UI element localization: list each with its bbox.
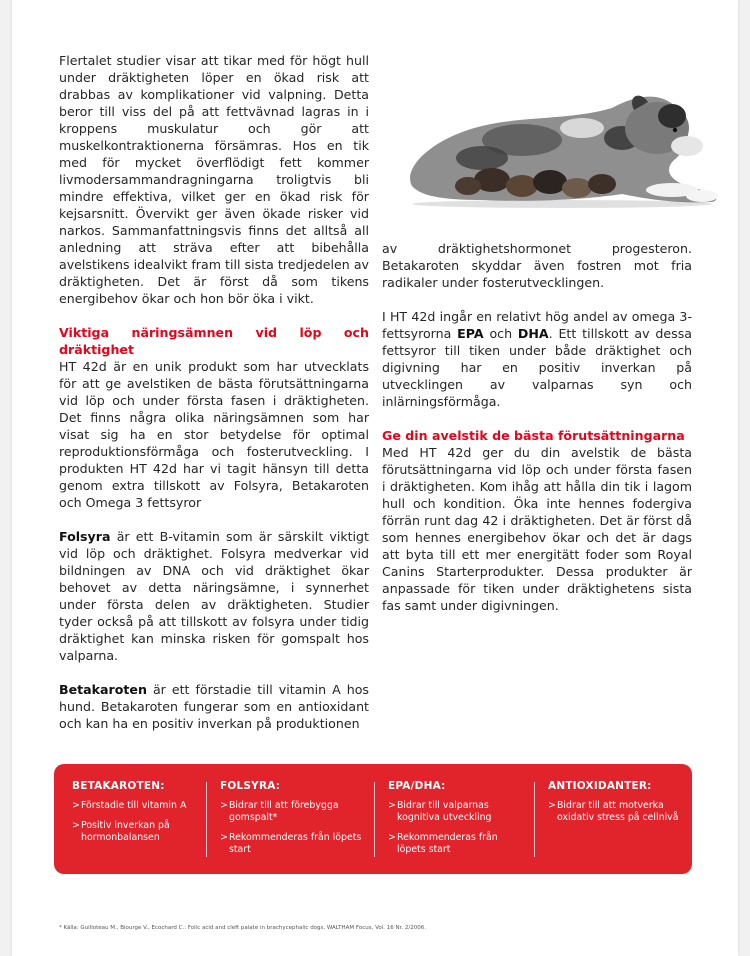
banner-column-epa-dha [388, 780, 528, 864]
banner-item [388, 800, 528, 824]
progesteron-paragraph: av dräktighetshormonet progesteron. Betakaroten skyddar även fostren mot fria radikaler under fosterutvecklingen. [382, 241, 692, 290]
bullet-marker: > [388, 800, 396, 811]
banner-column-folsyra [220, 780, 365, 864]
bullet-marker: > [388, 832, 396, 843]
banner-item-text: Förstadie till vitamin A [81, 800, 187, 811]
omega3-text-a: I HT 42d ingår en relativt hög andel av omega 3-fettsyrorna [382, 309, 692, 341]
dha-term: DHA [517, 326, 549, 341]
banner-divider [206, 782, 207, 857]
folsyra-paragraph [59, 528, 369, 664]
epa-term: EPA [457, 326, 484, 341]
bullet-marker: > [220, 800, 228, 811]
footnote: * Källa: Guilloteau M., Biourge V., Ecochard C.: Folic acid and cleft palate in brachycephalic dogs, WALTHAM Focus, Vol. 16 Nr. 2/2006. [59, 925, 427, 931]
bullet-marker: > [72, 800, 80, 811]
banner-item-text: Bidrar till att förebygga gomspalt* [229, 800, 339, 823]
banner-item-text: Bidrar till att motverka oxidativ stress på cellnivå [557, 800, 679, 823]
page [12, 0, 738, 956]
omega3-text-b: . Ett tillskott av dessa fettsyror till tiken under både dräktighet och digivning har en positiv inverkan på utvecklingen av valparnas syn och inlärningsförmåga. [382, 326, 692, 409]
banner-item [220, 800, 365, 824]
bullet-marker: > [220, 832, 228, 843]
banner-item [220, 832, 365, 856]
conditions-heading: Ge din avelstik de bästa förutsättningarna [382, 428, 685, 443]
omega3-paragraph [382, 308, 692, 410]
dog-with-puppies-photo [372, 68, 724, 208]
banner-title: EPA/DHA: [388, 780, 446, 792]
betakaroten-term: Betakaroten [59, 682, 147, 697]
banner-title: BETAKAROTEN: [72, 780, 165, 792]
intro-paragraph: Flertalet studier visar att tikar med för högt hull under dräktigheten löper en ökad risk att drabbas av komplikationer vid valpning. Detta beror till viss del på att fettvävnad lagras in i kroppens muskulatur och gör att muskelkontraktionerna försämras. Hos en tik med för mycket överflödigt fett kommer livmodersammandragningarna troligtvis bli mindre effektiva, vilket ger en ökad risk för kejsarsnitt. Övervikt ger även ökade risker vid narkos. Sammanfattningsvis finns det alltså all anledning att sträva efter att bibehålla avelstikens idealvikt fram till sista tredjedelen av dräktigheten. Det är först då som tikens energibehov ökar och hon bör öka i vikt. [59, 53, 369, 306]
banner-divider [534, 782, 535, 857]
banner-item [388, 832, 528, 856]
betakaroten-paragraph [59, 681, 369, 732]
betakaroten-text: är ett förstadie till vitamin A hos hund. Betakaroten fungerar som en antioxidant och kan ha en positiv inverkan på produktionen [59, 682, 369, 731]
nutrient-summary-banner [54, 764, 692, 874]
banner-column-betakaroten [72, 780, 197, 852]
banner-item-text: Rekommenderas från löpets start [229, 832, 362, 855]
nutrients-heading: Viktiga näringsämnen vid löp och dräktighet [59, 325, 369, 357]
bullet-marker: > [72, 820, 80, 831]
banner-item-text: Rekommenderas från löpets start [397, 832, 498, 855]
left-column [59, 52, 369, 749]
ht42d-paragraph: HT 42d är en unik produkt som har utvecklats för att ge avelstiken de bästa förutsättningarna vid löp och under första fasen i dräktigheten. Det finns några olika näringsämnen som har visat sig ha en stor betydelse för optimal reproduktionsförmåga och fosterutveckling. I produkten HT 42d har vi tagit hänsyn till detta genom extra tillskott av Folsyra, Betakaroten och Omega 3 fettsyror [59, 359, 369, 510]
banner-item [548, 800, 683, 824]
conditions-paragraph: Med HT 42d ger du din avelstik de bästa förutsättningarna vid löp och under första fasen i dräktigheten. Kom ihåg att hålla din tik i lagom hull och kondition. Öka inte hennes fodergiva förrän runt dag 42 i dräktigheten. Det är först då som hennes energibehov ökar och det är dags att byta till ett mer energitätt foder som Royal Canins Starterprodukter. Dessa produkter är anpassade för tiken under dräktighetens sista fas samt under digivningen. [382, 445, 692, 613]
banner-title: ANTIOXIDANTER: [548, 780, 652, 792]
banner-column-antioxidanter [548, 780, 683, 832]
banner-item [72, 820, 197, 844]
bullet-marker: > [548, 800, 556, 811]
omega3-och: och [483, 326, 518, 341]
banner-title: FOLSYRA: [220, 780, 281, 792]
right-column [382, 240, 692, 631]
folsyra-term: Folsyra [59, 529, 111, 544]
banner-item [72, 800, 197, 812]
banner-divider [374, 782, 375, 857]
banner-item-text: Bidrar till valparnas kognitiva utveckling [397, 800, 492, 823]
folsyra-text: är ett B-vitamin som är särskilt viktigt vid löp och dräktighet. Folsyra medverkar vid bildningen av DNA och vid dräktighet ökar behovet av detta näringsämne, i synnerhet under första delen av dräktigheten. Studier tyder också på att tillskott av folsyra under tidig dräktighet kan minska risken för gomspalt hos valparna. [59, 529, 369, 663]
banner-item-text: Positiv inverkan på hormonbalansen [81, 820, 170, 843]
